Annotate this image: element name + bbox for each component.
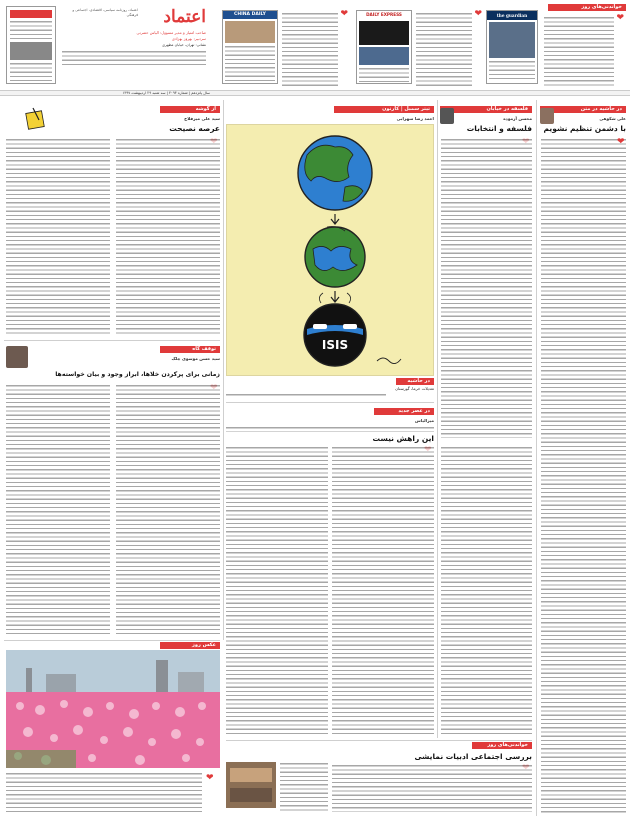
mousavi-body-left [6,384,110,634]
paper-china-daily[interactable] [222,10,278,84]
papers-section-label: خواندنی‌های روز [548,4,626,11]
heart-icon: ❤ [474,9,482,19]
main-article-body [541,138,626,814]
publisher-label: صاحب امتیاز و مدیر مسوول: الیاس حضرتی [136,30,206,35]
masthead-header-line: اعتماد، روزنامه سیاسی، اقتصادی، اجتماعی و فرهنگی [72,8,138,17]
globe-masked [304,293,366,366]
exhibit-body-right [332,764,532,812]
corner-body-left [6,138,110,334]
masthead-credits [62,30,206,80]
main-article-title[interactable]: با دشمن تنظیم نشویم [543,124,626,133]
asr-section-label: در عصر جدید [374,408,434,415]
paper-daily-express[interactable] [356,10,412,84]
philosophy-title[interactable]: فلسفه و انتخابات [466,124,532,133]
photo-of-the-day[interactable] [6,650,220,768]
middle-body-left [226,446,328,736]
logo-text: اعتماد [163,7,206,27]
mousavi-body-right [116,384,220,634]
middle-title[interactable]: این راهش نیست [372,434,434,443]
philosophy-body-cont [441,446,532,736]
middle-author: میرالیاس [415,418,434,423]
front-page-thumbnail[interactable] [6,6,56,84]
author-photo [540,108,554,124]
heart-icon: ❤ [616,13,624,23]
cartoon-author: احمد رضا سهرابی [396,116,434,121]
paper-china-daily-summary [282,10,348,90]
paper-daily-express-summary [416,10,482,90]
desk-section-label: در حاشیه در متن [540,106,626,113]
globe-drying [305,227,365,288]
paper-guardian-summary [544,14,626,88]
logo[interactable] [140,6,206,28]
corner-section-label: از گوشه [160,106,220,113]
pencil-icon [25,106,47,130]
philosophy-body [441,138,532,438]
photo-caption [6,772,202,812]
editor-label: سردبیر: بهروز بهزادی [171,36,206,41]
paper-name: the guardian [487,11,537,20]
exhibit-body-left [280,762,328,812]
corner-title[interactable]: عرصه نصیحت [169,124,220,133]
author-photo [440,108,454,124]
haseye-section-label: در حاشیه [396,378,434,385]
philosophy-author: محسن آزموده [503,116,532,121]
date-line: سال پانزدهم | شماره ۴۰۹۳ | سه شنبه ۲۹ اردیبهشت ۱۳۹۷ [122,91,210,95]
exhibit-section-label: خواندنی‌های روز [472,742,532,749]
paper-name: DAILY EXPRESS [366,12,402,17]
paper-the-guardian[interactable] [486,10,538,84]
corner-author: سید علی میرفلاح [184,116,220,121]
exhibit-photo[interactable] [226,762,276,808]
masthead-block [0,0,210,90]
address-label: نشانی: تهران، خیابان مطهری [162,43,206,47]
paper-name: CHINA DAILY [223,11,277,19]
middle-body-right [332,446,434,736]
globe-healthy [298,136,372,210]
cartoon-panel[interactable] [226,124,434,376]
mousavi-author: سید حسن موسوی چلک [171,356,220,361]
cartoon-signature [377,358,401,364]
heart-icon: ❤ [617,137,625,147]
author-photo [6,346,28,368]
globe-label: ISIS [321,338,349,352]
heart-icon: ❤ [206,773,214,783]
exhibit-title[interactable]: بررسی اجتماعی ادبیات نمایشی [414,752,532,761]
heart-icon: ❤ [340,9,348,19]
cartoon-drawing [227,125,435,377]
cartoon-caption: تعدیلات خرما، گورستان [395,386,434,391]
corner-body-right [116,138,220,334]
main-author: علی شکوهی [599,116,626,121]
mousavi-title[interactable]: زمانی برای پرکردن خلاها، ابراز وجود و بیان خواسته‌ها [55,371,220,378]
photo-section-label: عکس روز [160,642,220,649]
cartoon-section-label: تیتر سمبل | کارتون [334,106,434,113]
date-strip [0,90,630,96]
mousavi-section-label: توقف گاه [160,346,220,353]
philosophy-section-label: فلسفه در خیابان [440,106,532,113]
